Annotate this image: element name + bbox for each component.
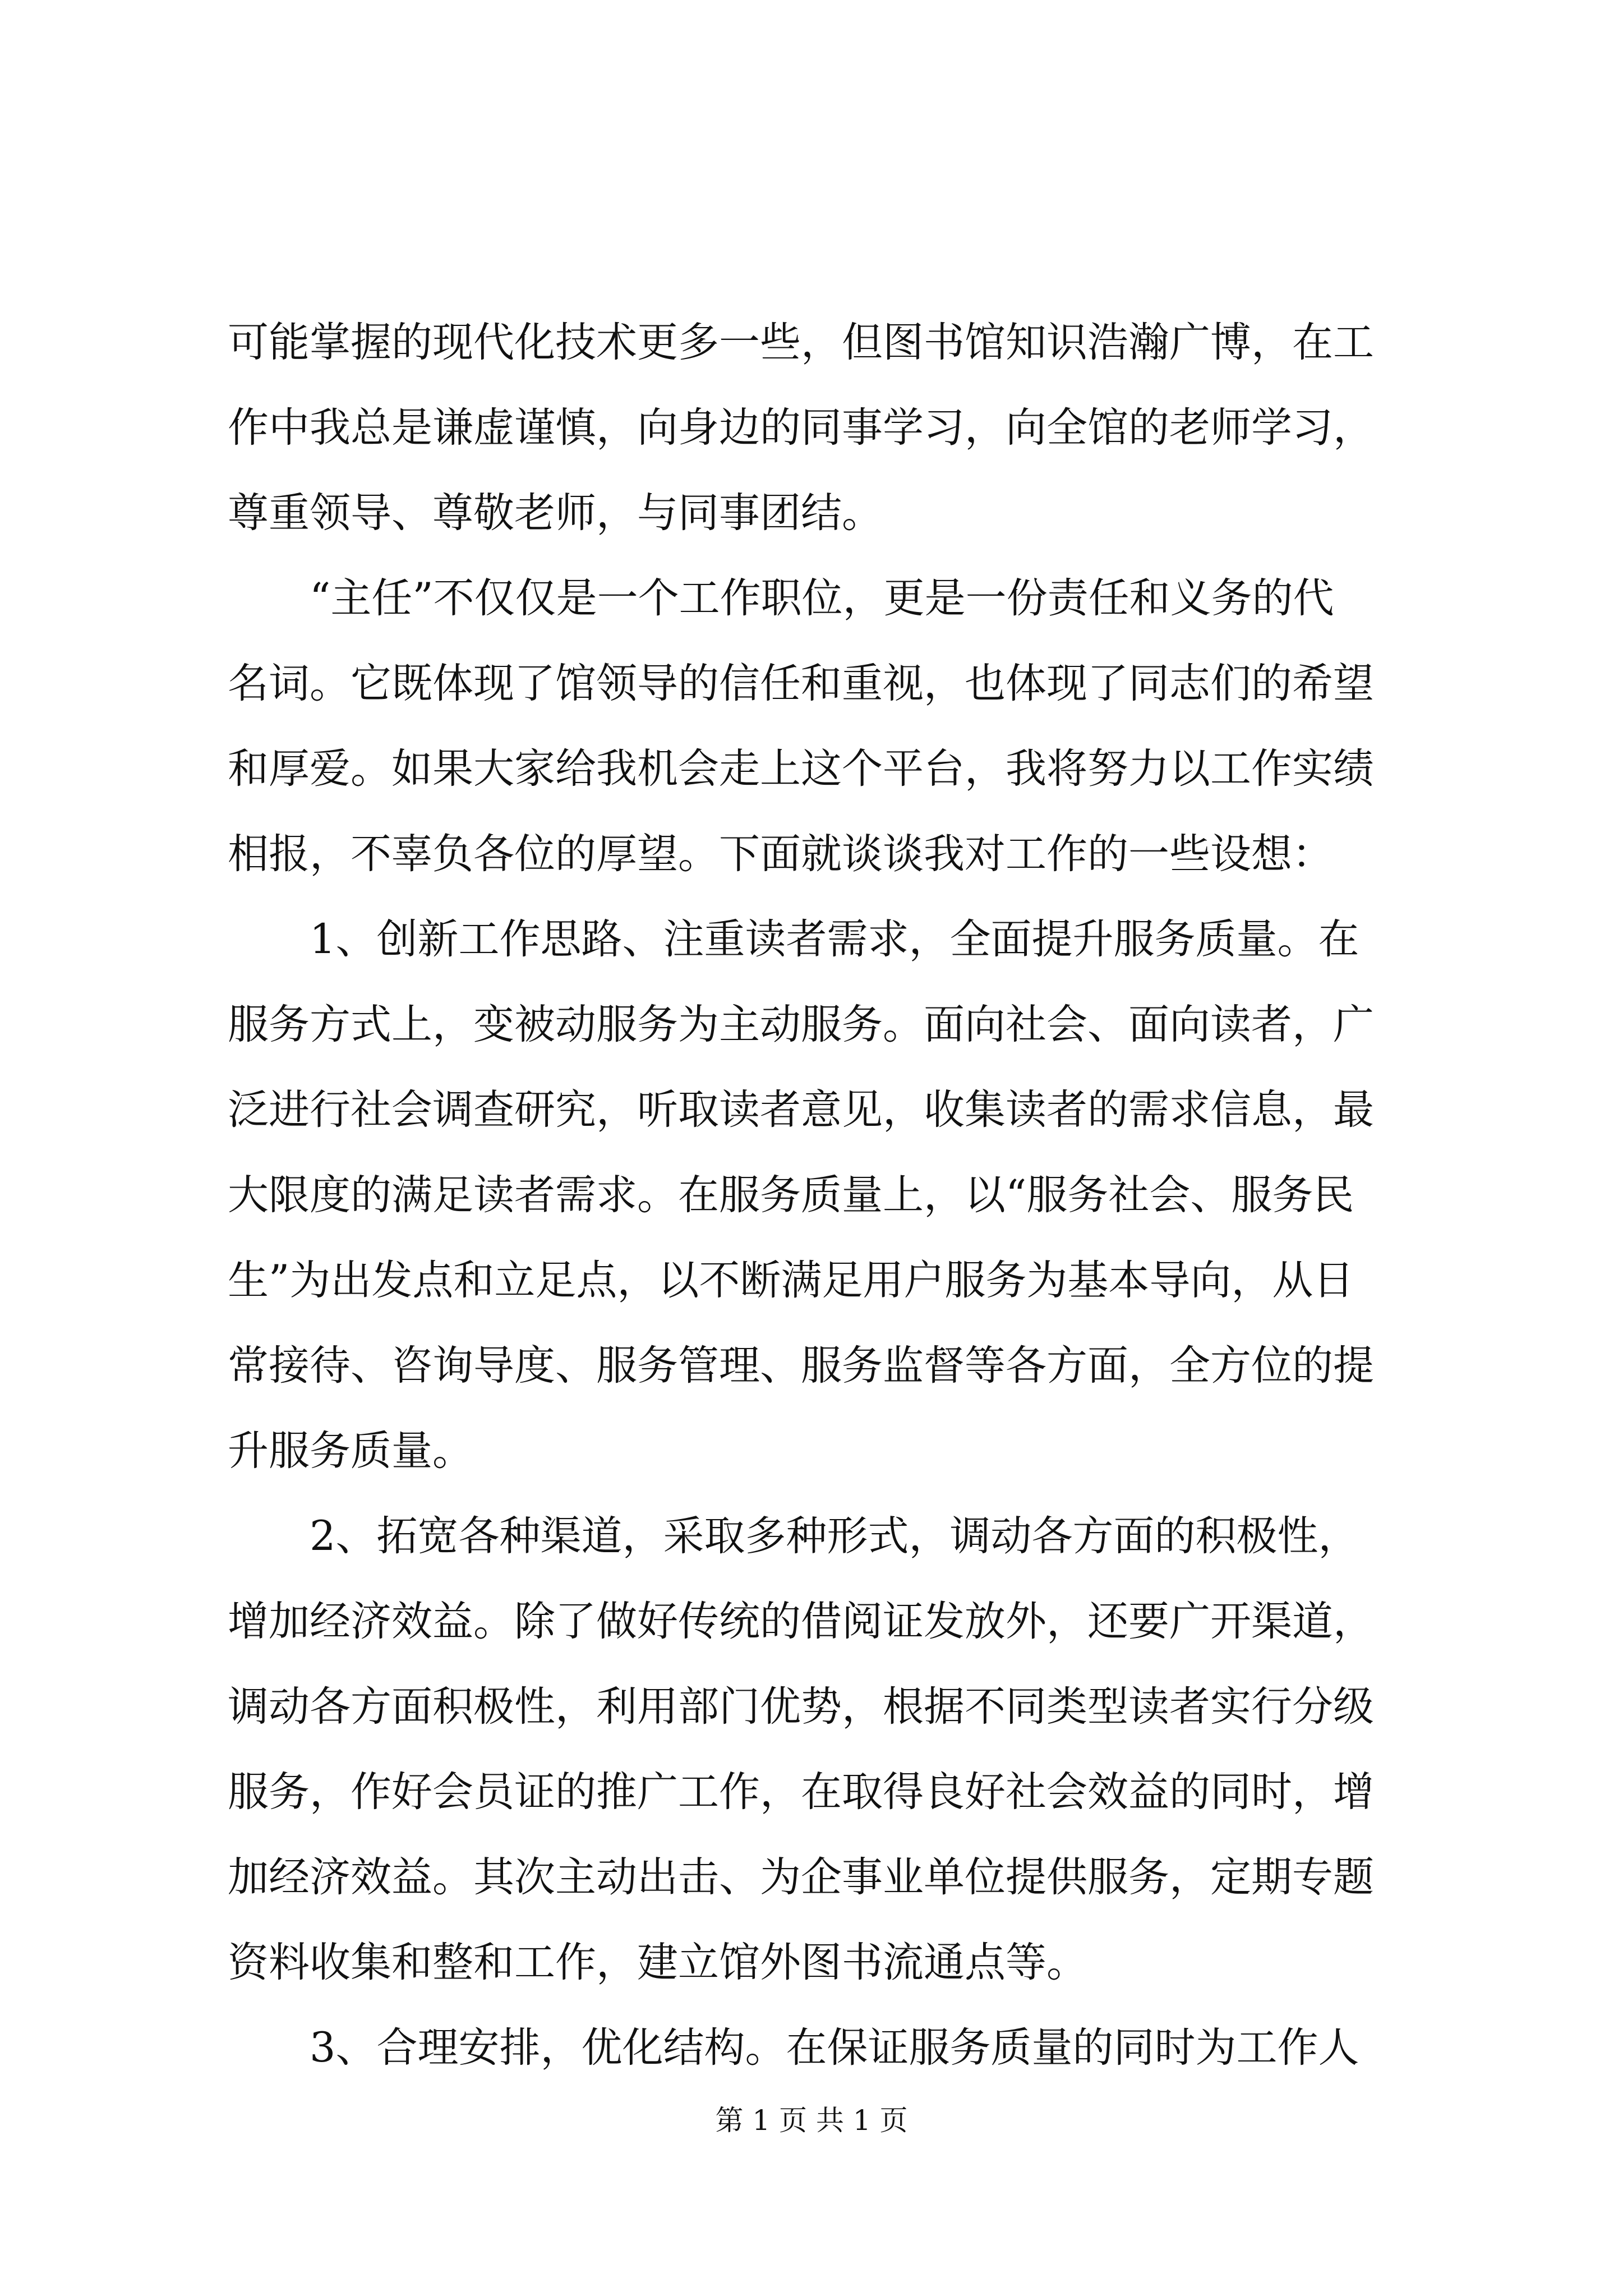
text-line: 1、创新工作思路、注重读者需求，全面提升服务质量。在 xyxy=(310,915,1359,963)
text-line: 尊重领导、尊敬老师，与同事团结。 xyxy=(228,489,883,537)
text-line: 服务，作好会员证的推广工作，在取得良好社会效益的同时，增 xyxy=(228,1768,1374,1816)
page-footer: 第 1 页 共 1 页 xyxy=(715,2104,908,2137)
text-line: 作中我总是谦虚谨慎，向身边的同事学习，向全馆的老师学习， xyxy=(228,404,1374,452)
text-line: 2、拓宽各种渠道，采取多种形式，调动各方面的积极性， xyxy=(310,1512,1359,1560)
text-line: 相报，不辜负各位的厚望。下面就谈谈我对工作的一些设想： xyxy=(228,830,1333,878)
text-line: 3、合理安排，优化结构。在保证服务质量的同时为工作人 xyxy=(310,2024,1359,2072)
text-line: 生”为出发点和立足点，以不断满足用户服务为基本导向，从日 xyxy=(228,1257,1354,1304)
document-body xyxy=(228,300,1428,2091)
text-line: 加经济效益。其次主动出击、为企事业单位提供服务，定期专题 xyxy=(228,1853,1374,1901)
text-line: 泛进行社会调查研究，听取读者意见，收集读者的需求信息，最 xyxy=(228,1086,1374,1134)
text-line: 升服务质量。 xyxy=(228,1427,473,1475)
text-line: 调动各方面积极性，利用部门优势，根据不同类型读者实行分级 xyxy=(228,1683,1374,1731)
text-line: 资料收集和整和工作，建立馆外图书流通点等。 xyxy=(228,1939,1087,1986)
text-line: 和厚爱。如果大家给我机会走上这个平台，我将努力以工作实绩 xyxy=(228,745,1374,793)
text-line: 名词。它既体现了馆领导的信任和重视，也体现了同志们的希望 xyxy=(228,660,1374,707)
text-line: 增加经济效益。除了做好传统的借阅证发放外，还要广开渠道， xyxy=(228,1598,1374,1645)
text-line: 服务方式上，变被动服务为主动服务。面向社会、面向读者，广 xyxy=(228,1001,1374,1048)
text-line: 可能掌握的现代化技术更多一些，但图书馆知识浩瀚广博，在工 xyxy=(228,319,1374,366)
text-line: 大限度的满足读者需求。在服务质量上，以“服务社会、服务民 xyxy=(228,1171,1354,1219)
text-line: “主任”不仅仅是一个工作职位，更是一份责任和义务的代 xyxy=(310,574,1334,622)
text-line: 常接待、咨询导度、服务管理、服务监督等各方面，全方位的提 xyxy=(228,1342,1374,1389)
